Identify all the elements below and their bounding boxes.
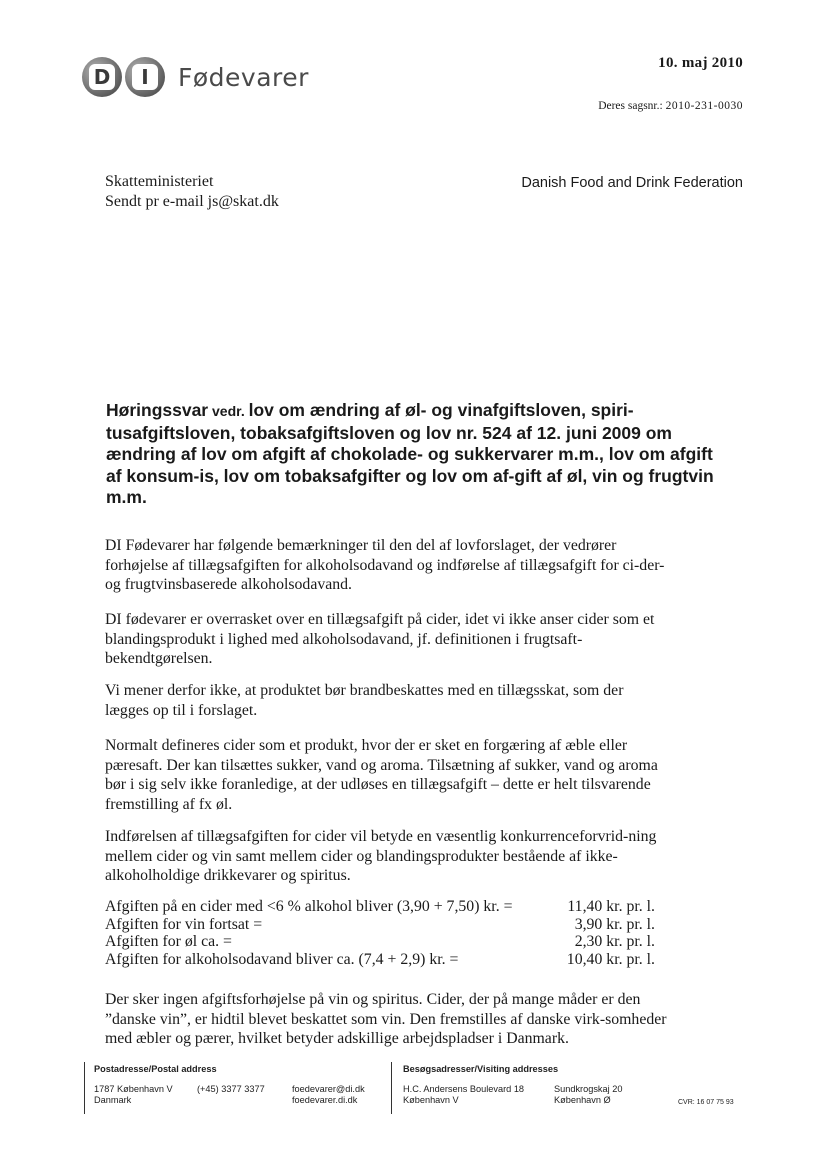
footer-website: foedevarer.di.dk xyxy=(292,1095,358,1105)
fee-value: 2,30 kr. pr. l. xyxy=(574,933,655,950)
reference-value: 2010-231-0030 xyxy=(665,100,743,112)
fee-label: Afgiften for øl ca. = xyxy=(105,933,232,950)
footer-cvr: CVR: 16 07 75 93 xyxy=(678,1099,734,1106)
organization-name: Danish Food and Drink Federation xyxy=(521,175,743,191)
reference-number xyxy=(598,100,743,112)
visit1-city: København V xyxy=(403,1095,459,1105)
footer-divider-left xyxy=(84,1062,85,1114)
logo-letter-d: D xyxy=(89,64,115,90)
di-logo xyxy=(82,55,309,99)
fee-value: 10,40 kr. pr. l. xyxy=(566,950,655,968)
logo-circle-i xyxy=(125,57,165,97)
visit2-city: København Ø xyxy=(554,1095,611,1105)
fee-row xyxy=(105,898,655,916)
fee-value: 11,40 kr. pr. l. xyxy=(567,898,655,915)
body-paragraph-5: Indførelsen af tillægsafgiften for cider vil betyde en væsentlig konkurrenceforvrid-ning mellem cider og vin samt mellem cider og blandingsprodukter bestående af ikke-alkoholholdige drikkevarer og spiritus. xyxy=(105,828,657,884)
logo-letter-i: I xyxy=(132,64,158,90)
visit2-street: Sundkrogskaj 20 xyxy=(554,1084,623,1094)
fee-value: 3,90 kr. pr. l. xyxy=(574,915,655,933)
logo-circle-d xyxy=(82,57,122,97)
subject-vedr: vedr. xyxy=(208,403,249,419)
fee-label: Afgiften for alkoholsodavand bliver ca. (7,4 + 2,9) kr. = xyxy=(105,950,459,968)
body-paragraph-4: Normalt defineres cider som et produkt, hvor der er sket en forgæring af æble eller pæresaft. Der kan tilsættes sukker, vand og aroma. Tilsætning af sukker, vand og aroma bør i sig selv ikke foranledige, at der udløses en tillægsafgift – dette er helt tilsvarende fremstilling af fx øl. xyxy=(105,737,658,813)
recipient-name: Skatteministeriet xyxy=(105,173,214,190)
fee-row xyxy=(105,916,655,934)
subject-prefix: Høringssvar xyxy=(106,400,209,420)
subject-heading xyxy=(106,400,716,509)
letter-date: 10. maj 2010 xyxy=(658,55,743,71)
visiting-heading: Besøgsadresser/Visiting addresses xyxy=(403,1064,559,1074)
visit1-street: H.C. Andersens Boulevard 18 xyxy=(403,1084,525,1094)
recipient-block xyxy=(105,172,279,212)
subject-text: lov om ændring af øl- og vinafgiftsloven, spiri-tusafgiftsloven, tobaksafgiftsloven og lov nr. 524 af 12. juni 2009 om ændring af lov om afgift af chokolade- og sukkervarer m.m., lov om afgift af konsum-is, lov om tobaksafgifter og lov om af-gift af øl, vin og frugtvin m.m. xyxy=(106,400,714,507)
fee-label: Afgiften for vin fortsat = xyxy=(105,915,263,933)
body-paragraph-1: DI Fødevarer har følgende bemærkninger til den del af lovforslaget, der vedrører forhøjelse af tillægsafgiften for alkoholsodavand og indførelse af tillægsafgift for ci-der- og frugtvinsbaserede alkoholsodavand. xyxy=(105,537,665,593)
postal-heading: Postadresse/Postal address xyxy=(94,1064,217,1074)
logo-text: Fødevarer xyxy=(178,62,309,92)
fee-row xyxy=(105,933,655,951)
fee-label: Afgiften på en cider med <6 % alkohol bliver (3,90 + 7,50) kr. = xyxy=(105,898,513,915)
postal-country: Danmark xyxy=(94,1095,132,1105)
footer-email: foedevarer@di.dk xyxy=(292,1084,365,1094)
reference-label: Deres sagsnr.: xyxy=(598,100,663,112)
body-paragraph-3: Vi mener derfor ikke, at produktet bør brandbeskattes med en tillægsskat, som der lægges op til i forslaget. xyxy=(105,682,624,719)
page-footer xyxy=(84,1062,744,1122)
footer-divider-middle xyxy=(391,1062,392,1114)
body-paragraph-2: DI fødevarer er overrasket over en tillægsafgift på cider, idet vi ikke anser cider som et blandingsprodukt i lighed med alkoholsodavand, jf. definitionen i frugtsaft-bekendtgørelsen. xyxy=(105,611,655,667)
recipient-sent-via: Sendt pr e-mail js@skat.dk xyxy=(105,193,279,210)
fee-table xyxy=(105,898,655,968)
footer-phone: (+45) 3377 3377 xyxy=(197,1084,265,1094)
body-paragraph-6: Der sker ingen afgiftsforhøjelse på vin og spiritus. Cider, der på mange måder er den ”danske vin”, er hidtil blevet beskattet som vin. Den fremstilles af danske virk-somheder med æbler og pærer, hvilket betyder adskillige arbejdspladser i Danmark. xyxy=(105,991,667,1047)
fee-row xyxy=(105,951,655,969)
postal-city: 1787 København V xyxy=(94,1084,173,1094)
